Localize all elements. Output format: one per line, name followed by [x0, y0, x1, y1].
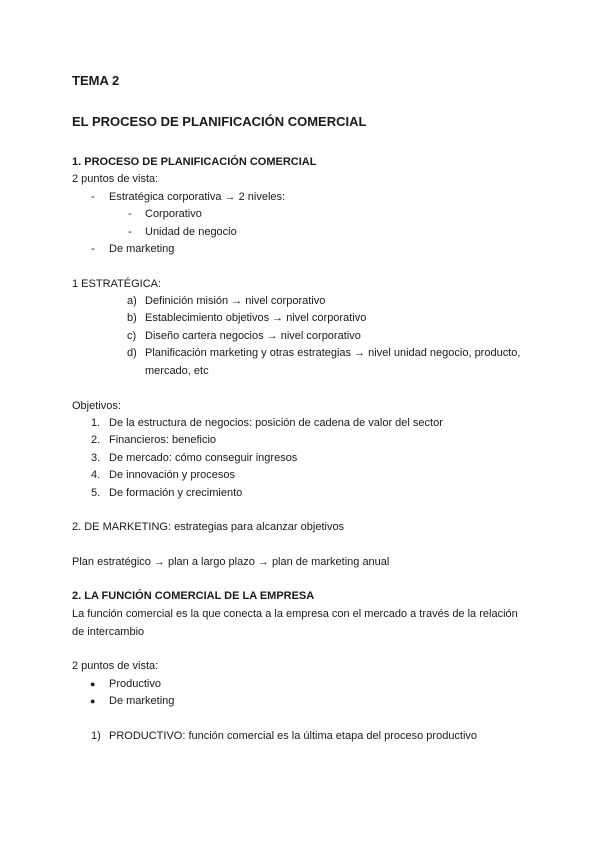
list-item: De marketing: [109, 243, 175, 255]
list-item: Unidad de negocio: [145, 226, 237, 238]
list-item: De formación y crecimiento: [109, 487, 243, 499]
list-item: Definición misión → nivel corporativo: [145, 295, 326, 307]
list-item-continuation: mercado, etc: [145, 365, 209, 377]
list-marker: 2.: [91, 434, 101, 446]
list-item: Productivo: [109, 678, 161, 690]
list-item: PRODUCTIVO: función comercial es la última etapa del proceso productivo: [109, 730, 478, 742]
list-item: Corporativo: [145, 208, 202, 220]
section1-intro: 2 puntos de vista:: [72, 173, 159, 185]
list-item: Financieros: beneficio: [109, 434, 217, 446]
list-item: De marketing: [109, 695, 175, 707]
bullet-marker: -: [91, 243, 95, 255]
marketing-line: 2. DE MARKETING: estrategias para alcanzar objetivos: [72, 521, 345, 533]
section2-paragraph-cont: de intercambio: [72, 626, 145, 638]
section2-paragraph: La función comercial es la que conecta a la empresa con el mercado a través de la relación: [72, 608, 518, 620]
estrategica-label: 1 ESTRATÉGICA:: [72, 278, 162, 290]
list-marker: a): [127, 295, 137, 307]
bullet-icon: ●: [90, 679, 96, 689]
plan-line: Plan estratégico → plan a largo plazo → plan de marketing anual: [72, 556, 390, 568]
list-marker: 1): [91, 730, 101, 742]
bullet-icon: ●: [90, 696, 96, 706]
list-item: De innovación y procesos: [109, 469, 235, 481]
bullet-marker: -: [128, 226, 132, 238]
list-marker: c): [127, 330, 137, 342]
tema-label: TEMA 2: [72, 73, 120, 88]
bullet-marker: -: [91, 191, 95, 203]
document-title: EL PROCESO DE PLANIFICACIÓN COMERCIAL: [72, 114, 367, 129]
section2-heading: 2. LA FUNCIÓN COMERCIAL DE LA EMPRESA: [72, 590, 315, 602]
section2-intro: 2 puntos de vista:: [72, 660, 159, 672]
list-item: De mercado: cómo conseguir ingresos: [109, 452, 298, 464]
list-marker: 1.: [91, 417, 101, 429]
bullet-marker: -: [128, 208, 132, 220]
section1-heading: 1. PROCESO DE PLANIFICACIÓN COMERCIAL: [72, 156, 317, 168]
list-item: Estratégica corporativa → 2 niveles:: [109, 191, 286, 203]
list-item: Planificación marketing y otras estrategias → nivel unidad negocio, producto,: [145, 347, 521, 359]
list-item: De la estructura de negocios: posición de cadena de valor del sector: [109, 417, 443, 429]
list-item: Diseño cartera negocios → nivel corporativo: [145, 330, 361, 342]
list-marker: d): [127, 347, 137, 359]
list-marker: 4.: [91, 469, 101, 481]
list-marker: b): [127, 312, 137, 324]
list-item: Establecimiento objetivos → nivel corporativo: [145, 312, 367, 324]
objetivos-label: Objetivos:: [72, 400, 121, 412]
list-marker: 5.: [91, 487, 101, 499]
list-marker: 3.: [91, 452, 101, 464]
